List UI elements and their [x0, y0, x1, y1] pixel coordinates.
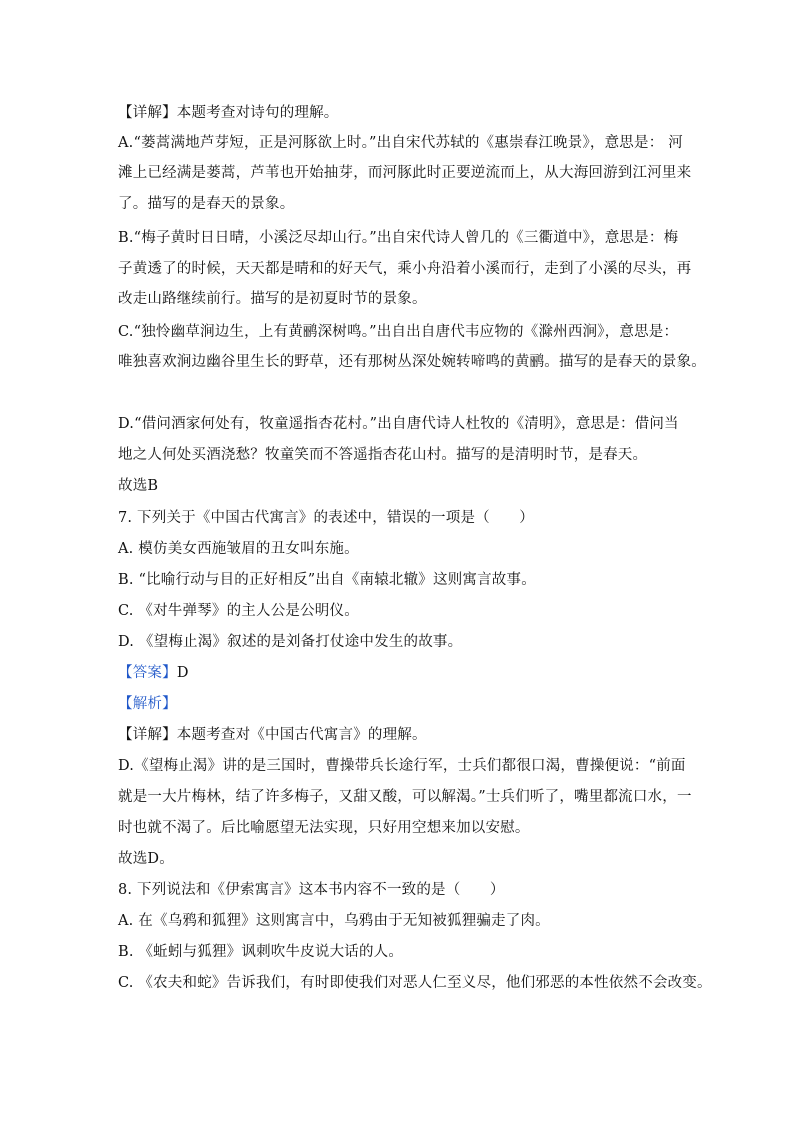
option-a: A. 模仿美女西施皱眉的丑女叫东施。	[118, 541, 359, 557]
answer-label: 【答案】	[118, 665, 177, 681]
text-line: 唯独喜欢涧边幽谷里生长的野草，还有那树丛深处婉转啼鸣的黄鹂。描写的是春天的景象。	[118, 354, 706, 370]
text-line: 时也就不渴了。后比喻愿望无法实现，只好用空想来加以安慰。	[118, 820, 530, 836]
option-b: B. 《蚯蚓与狐狸》讽刺吹牛皮说大话的人。	[118, 944, 404, 960]
text-line: D.“借问酒家何处有，牧童遥指杏花村。”出自唐代诗人杜牧的《清明》，意思是：借问当	[118, 416, 679, 432]
text-line: 故选D。	[118, 851, 174, 867]
text-line: 【详解】本题考查对诗句的理解。	[118, 105, 339, 121]
question-8-stem: 8. 下列说法和《伊索寓言》这本书内容不一致的是（ ）	[118, 882, 505, 898]
text-line: 改走山路继续前行。描写的是初夏时节的景象。	[118, 291, 427, 307]
text-line: B.“梅子黄时日日晴，小溪泛尽却山行。”出自宋代诗人曾几的《三衢道中》，意思是：梅	[118, 230, 679, 246]
text-line: 了。描写的是春天的景象。	[118, 196, 295, 212]
text-line: 滩上已经满是蒌蒿，芦苇也开始抽芽，而河豚此时正要逆流而上，从大海回游到江河里来	[118, 165, 692, 181]
text-line: 子黄透了的时候，天天都是晴和的好天气，乘小舟沿着小溪而行，走到了小溪的尽头，再	[118, 261, 692, 277]
question-7-stem: 7. 下列关于《中国古代寓言》的表述中，错误的一项是（ ）	[118, 510, 534, 526]
option-c: C. 《农夫和蛇》告诉我们，有时即使我们对恶人仁至义尽，他们邪恶的本性依然不会改变。	[118, 975, 712, 991]
text-line: D.《望梅止渴》讲的是三国时，曹操带兵长途行军，士兵们都很口渴，曹操便说：“前面	[118, 758, 686, 774]
option-c: C. 《对牛弹琴》的主人公是公明仪。	[118, 603, 359, 619]
text-line: A.“蒌蒿满地芦芽短，正是河豚欲上时。”出自宋代苏轼的《惠崇春江晚景》，意思是： 河	[118, 135, 683, 151]
option-b: B. “比喻行动与目的正好相反”出自《南辕北辙》这则寓言故事。	[118, 572, 536, 588]
text-line: 就是一大片梅林，结了许多梅子，又甜又酸，可以解渴。”士兵们听了，嘴里都流口水，一	[118, 789, 692, 805]
text-line: 故选B	[118, 478, 159, 494]
text-line: C.“独怜幽草涧边生，上有黄鹂深树鸣。”出自出自唐代韦应物的《滁州西涧》，意思是：	[118, 324, 679, 340]
answer-line	[118, 663, 189, 683]
answer-value: D	[176, 665, 189, 681]
option-a: A. 在《乌鸦和狐狸》这则寓言中，乌鸦由于无知被狐狸骗走了肉。	[118, 913, 550, 929]
text-line: 地之人何处买酒浇愁？牧童笑而不答遥指杏花山村。描写的是清明时节，是春天。	[118, 447, 648, 463]
text-line: 【详解】本题考查对《中国古代寓言》的理解。	[118, 727, 427, 743]
option-d: D. 《望梅止渴》叙述的是刘备打仗途中发生的故事。	[118, 634, 463, 650]
analysis-label: 【解析】	[118, 696, 177, 712]
